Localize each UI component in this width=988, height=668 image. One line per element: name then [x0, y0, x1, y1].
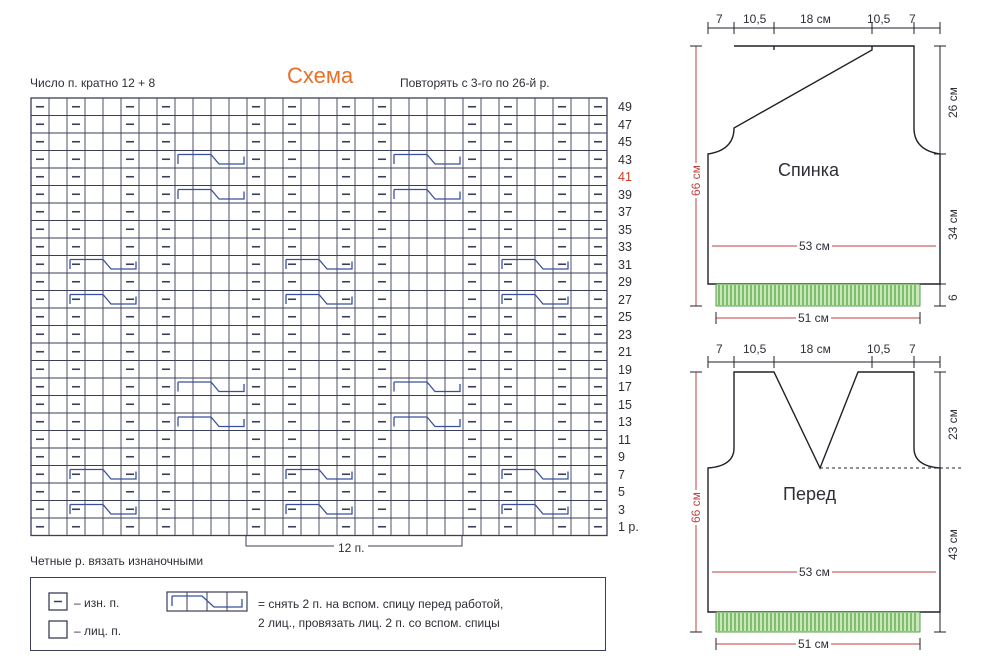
cable-symbol-icon	[166, 591, 250, 613]
front-dim-armhole-right: 10,5	[867, 342, 891, 356]
cable-description-line1: = снять 2 п. на вспом. спицу перед работой,	[258, 597, 504, 611]
row-label: 31	[618, 257, 632, 272]
legend-box	[30, 577, 606, 651]
front-rib-width: 51 см	[798, 637, 829, 651]
purl-symbol-icon	[48, 592, 70, 612]
back-dim-rib-height: 6	[946, 294, 960, 301]
front-dim-shoulder-left: 7	[716, 342, 723, 356]
row-label: 29	[618, 275, 632, 289]
back-dim-armhole-left: 10,5	[743, 12, 767, 26]
front-dim-shoulder-right: 7	[909, 342, 916, 356]
stitch-multiple-note: Число п. кратно 12 + 8	[30, 76, 156, 90]
row-label: 17	[618, 380, 632, 394]
back-dim-shoulder-right: 7	[909, 12, 916, 26]
front-dim-neck: 18 см	[800, 342, 831, 356]
row-label: 19	[618, 362, 632, 377]
purl-label: – изн. п.	[74, 596, 120, 610]
back-dim-armhole-right: 10,5	[867, 12, 891, 26]
row-label: 37	[618, 205, 632, 219]
stitch-chart-grid	[30, 97, 610, 537]
row-label: 7	[618, 467, 625, 482]
row-label: 25	[618, 310, 632, 324]
row-label: 45	[618, 135, 632, 149]
row-label: 41	[618, 170, 632, 184]
repeat-note: Повторять с 3-го по 26-й р.	[400, 76, 550, 90]
back-dim-armhole-height: 26 см	[946, 87, 960, 118]
row-label: 15	[618, 397, 632, 412]
back-title: Спинка	[778, 160, 840, 180]
back-rib-width: 51 см	[798, 311, 829, 325]
row-label: 5	[618, 485, 625, 499]
back-dim-side-height: 34 см	[946, 209, 960, 240]
row-label: 11	[618, 432, 631, 447]
row-label: 1 р.	[618, 520, 639, 534]
front-dim-armhole-left: 10,5	[743, 342, 767, 356]
chart-title: Схема	[287, 63, 354, 88]
front-title: Перед	[783, 484, 837, 504]
front-dim-neck-depth: 23 см	[946, 409, 960, 440]
row-label: 23	[618, 327, 632, 342]
row-label: 27	[618, 292, 632, 307]
row-label: 47	[618, 117, 632, 132]
even-rows-note: Четные р. вязать изнаночными	[30, 554, 204, 568]
row-label: 35	[618, 222, 632, 237]
row-label: 21	[618, 345, 632, 359]
back-dim-shoulder-left: 7	[716, 12, 723, 26]
row-label: 49	[618, 100, 632, 114]
front-dim-body-height: 43 см	[946, 529, 960, 560]
row-label: 13	[618, 415, 632, 429]
repeat-width-label: 12 п.	[338, 541, 365, 555]
row-label: 33	[618, 240, 632, 254]
cable-description-line2: 2 лиц., провязать лиц. 2 п. со вспом. спицы	[258, 616, 500, 630]
row-label: 39	[618, 187, 632, 202]
front-total-height: 66 см	[689, 492, 703, 523]
row-label: 9	[618, 450, 625, 464]
back-dim-neck: 18 см	[800, 12, 831, 26]
row-label: 3	[618, 502, 625, 517]
back-body-width: 53 см	[799, 239, 830, 253]
back-total-height: 66 см	[689, 165, 703, 196]
row-label: 43	[618, 152, 632, 167]
knit-symbol-icon	[48, 620, 70, 640]
front-body-width: 53 см	[799, 565, 830, 579]
knit-label: – лиц. п.	[74, 624, 122, 638]
